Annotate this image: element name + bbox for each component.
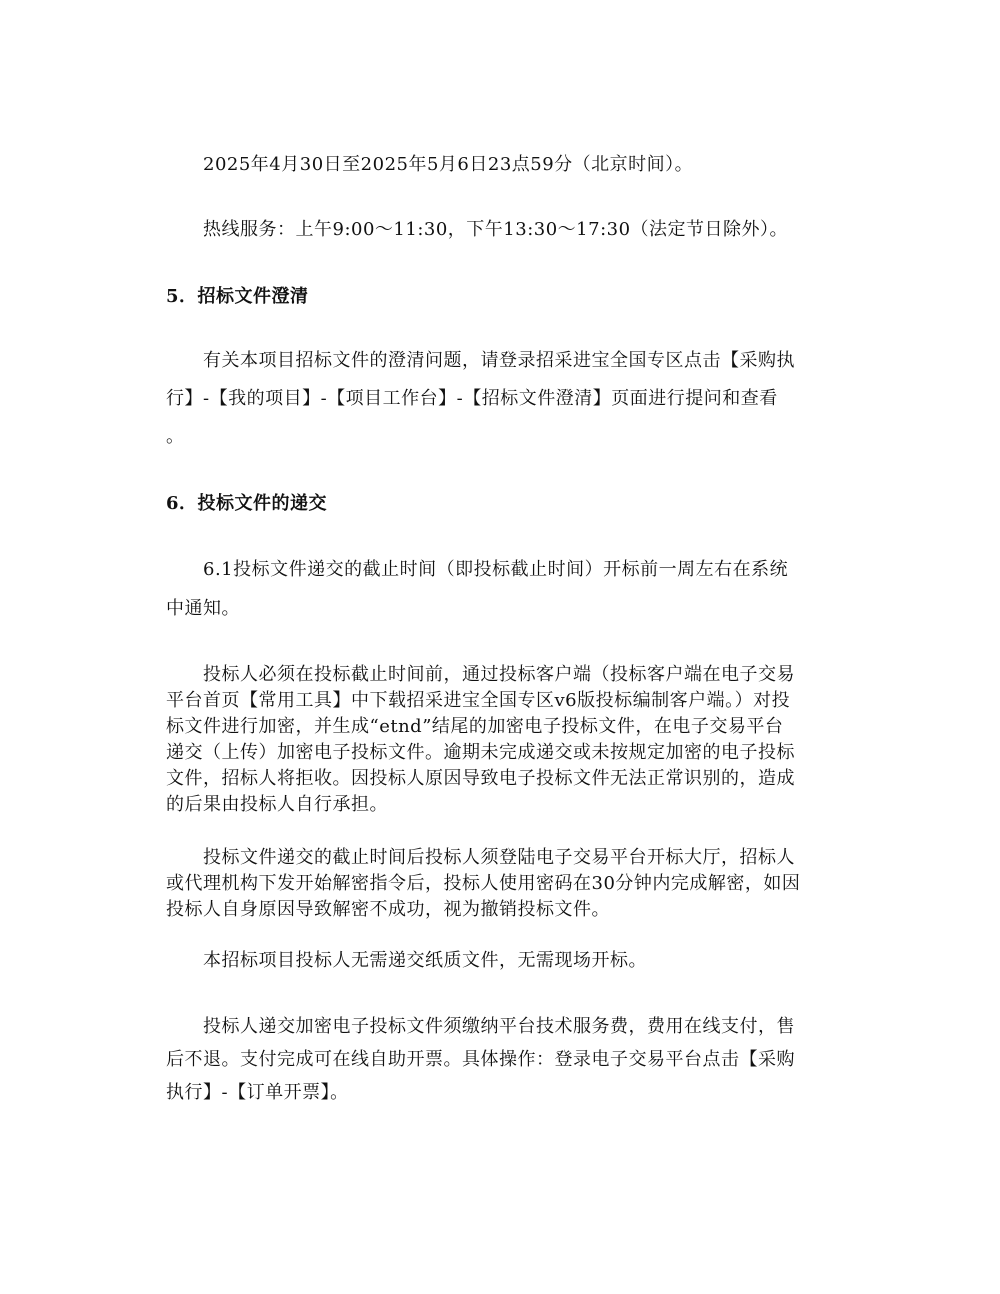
- submit-text-line: 递交（上传）加密电子投标文件。逾期未完成递交或未按规定加密的电子投标: [166, 742, 795, 763]
- deadline-text-line: 中通知。: [166, 598, 240, 619]
- paper-text: 本招标项目投标人无需递交纸质文件，无需现场开标。: [203, 950, 647, 971]
- decrypt-text-line: 投标人自身原因导致解密不成功，视为撤销投标文件。: [166, 899, 610, 920]
- clarify-text-line: 行】-【我的项目】-【项目工作台】-【招标文件澄清】页面进行提问和查看: [166, 388, 778, 409]
- decrypt-text-line: 或代理机构下发开始解密指令后，投标人使用密码在30分钟内完成解密，如因: [166, 873, 801, 894]
- fee-text-line: 执行】-【订单开票】。: [166, 1082, 349, 1103]
- section-5-heading: 5．招标文件澄清: [166, 286, 309, 307]
- decrypt-text-line: 投标文件递交的截止时间后投标人须登陆电子交易平台开标大厅，招标人: [203, 847, 795, 868]
- section-6-heading: 6．投标文件的递交: [166, 493, 328, 514]
- fee-text-line: 投标人递交加密电子投标文件须缴纳平台技术服务费，费用在线支付，售: [203, 1016, 795, 1037]
- clarify-text-line: 有关本项目招标文件的澄清问题，请登录招采进宝全国专区点击【采购执: [203, 350, 795, 371]
- fee-text-line: 后不退。支付完成可在线自助开票。具体操作：登录电子交易平台点击【采购: [166, 1049, 795, 1070]
- submit-text-line: 文件，招标人将拒收。因投标人原因导致电子投标文件无法正常识别的，造成: [166, 768, 795, 789]
- deadline-text-line: 6.1投标文件递交的截止时间（即投标截止时间）开标前一周左右在系统: [203, 559, 789, 580]
- submit-text-line: 投标人必须在投标截止时间前，通过投标客户端（投标客户端在电子交易: [203, 664, 795, 685]
- clarify-text-line: 。: [166, 426, 185, 447]
- hotline-text: 热线服务：上午9:00～11:30，下午13:30～17:30（法定节日除外）。: [203, 219, 789, 240]
- submit-text-line: 标文件进行加密，并生成“etnd”结尾的加密电子投标文件，在电子交易平台: [166, 716, 784, 737]
- period-text: 2025年4月30日至2025年5月6日23点59分（北京时间）。: [203, 154, 694, 175]
- submit-text-line: 的后果由投标人自行承担。: [166, 794, 388, 815]
- submit-text-line: 平台首页【常用工具】中下载招采进宝全国专区v6版投标编制客户端。）对投: [166, 690, 791, 711]
